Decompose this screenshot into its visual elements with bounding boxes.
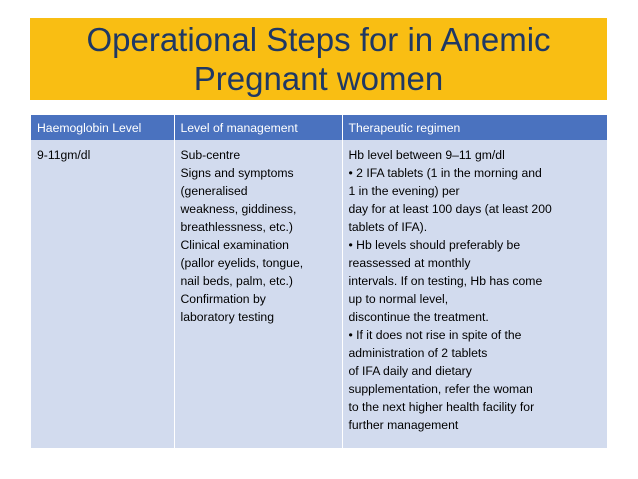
regimen-line: to the next higher health facility for <box>348 400 535 414</box>
slide-title <box>30 18 607 100</box>
header-therapeutic-regimen: Therapeutic regimen <box>342 115 607 140</box>
regimen-line: day for at least 100 days (at least 200 <box>348 202 552 216</box>
regimen-line: further management <box>348 418 459 432</box>
slide-title-line-2: Pregnant women <box>193 60 444 97</box>
regimen-line: discontinue the treatment. <box>348 310 489 324</box>
regimen-line: 1 in the evening) per <box>348 184 460 198</box>
header-haemoglobin-level: Haemoglobin Level <box>31 115 174 140</box>
management-line: (generalised <box>180 184 248 198</box>
regimen-line: of IFA daily and dietary <box>348 364 472 378</box>
regimen-line: • Hb levels should preferably be <box>348 238 521 252</box>
management-line: nail beds, palm, etc.) <box>180 274 293 288</box>
management-line: breathlessness, etc.) <box>180 220 293 234</box>
cell-management <box>174 140 342 448</box>
cell-hb-level: 9-11gm/dl <box>31 140 174 448</box>
slide-title-line-1: Operational Steps for in Anemic <box>86 21 551 58</box>
regimen-line: • 2 IFA tablets (1 in the morning and <box>348 166 542 180</box>
management-line: Signs and symptoms <box>180 166 294 180</box>
header-level-of-management: Level of management <box>174 115 342 140</box>
regimen-line: • If it does not rise in spite of the <box>348 328 522 342</box>
regimen-line: up to normal level, <box>348 292 449 306</box>
management-line: Confirmation by <box>180 292 266 306</box>
regimen-line: supplementation, refer the woman <box>348 382 533 396</box>
management-line: weakness, giddiness, <box>180 202 297 216</box>
table-row <box>31 140 607 448</box>
cell-regimen <box>342 140 607 448</box>
regimen-line: tablets of IFA). <box>348 220 428 234</box>
regimen-line: administration of 2 tablets <box>348 346 488 360</box>
table-header-row <box>31 115 607 140</box>
management-line: (pallor eyelids, tongue, <box>180 256 304 270</box>
management-line: Clinical examination <box>180 238 289 252</box>
management-line: laboratory testing <box>180 310 274 324</box>
anemia-management-table <box>31 115 607 448</box>
regimen-line: reassessed at monthly <box>348 256 471 270</box>
management-line: Sub-centre <box>180 148 241 162</box>
regimen-line: Hb level between 9–11 gm/dl <box>348 148 505 162</box>
regimen-line: intervals. If on testing, Hb has come <box>348 274 543 288</box>
